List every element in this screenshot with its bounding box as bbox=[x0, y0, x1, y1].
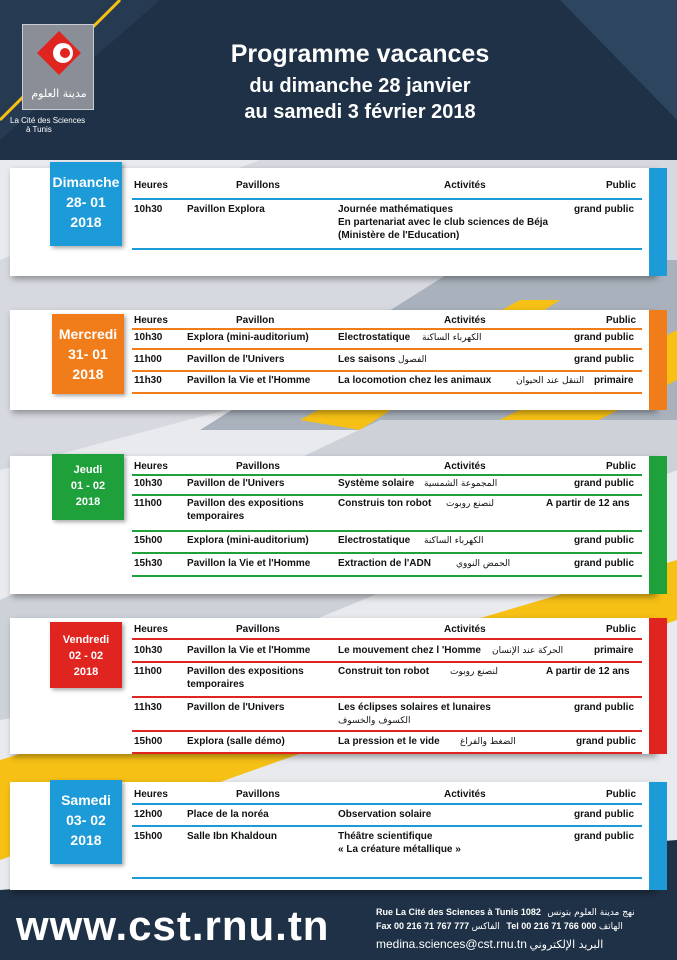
table-row: 15h00 Explora (salle démo) La pression et le vide الضغط والفراغ grand public bbox=[134, 736, 636, 747]
address-line: Rue La Cité des Sciences à Tunis 1082 نهج مدينة العلوم بتونس bbox=[376, 907, 635, 918]
day-year: 2018 bbox=[70, 832, 102, 848]
contact-info bbox=[376, 906, 668, 952]
row-divider bbox=[132, 696, 642, 698]
table-row: 10h30 Explora (mini-auditorium) Electrostatique الكهرباء الساكنة grand public bbox=[134, 332, 634, 343]
row-divider bbox=[132, 474, 642, 476]
row-divider bbox=[132, 752, 642, 754]
table-row: 11h00 Pavillon de l'Univers Les saisons الفصول grand public bbox=[134, 354, 634, 365]
row-divider bbox=[132, 552, 642, 554]
day-name: Dimanche bbox=[52, 174, 120, 190]
day-section-mercredi bbox=[10, 310, 667, 410]
row-divider bbox=[132, 803, 642, 805]
row-divider bbox=[132, 198, 642, 200]
row-divider bbox=[132, 661, 642, 663]
logo-icon bbox=[23, 25, 95, 85]
page-subtitle-line2: au samedi 3 février 2018 bbox=[244, 101, 476, 123]
table-row: 10h30 Pavillon la Vie et l'Homme Le mouvement chez l 'Homme الحركة عند الإنسان primaire bbox=[134, 645, 634, 656]
day-date: 28- 01 bbox=[66, 194, 106, 210]
table-header: Heures Pavillons Activités Public bbox=[134, 180, 637, 191]
row-divider bbox=[132, 494, 642, 496]
website-url[interactable]: www.cst.rnu.tn bbox=[16, 902, 330, 949]
phone-line: Fax 00 216 71 767 777 الفاكس Tel 00 216 71 766 000 الهاتف bbox=[376, 921, 623, 932]
row-divider bbox=[132, 575, 642, 577]
row-divider bbox=[132, 825, 642, 827]
day-year: 2018 bbox=[72, 366, 104, 382]
table-header: Heures Pavillons Activités Public bbox=[134, 789, 637, 800]
day-section-samedi bbox=[10, 782, 667, 890]
day-badge bbox=[50, 780, 122, 864]
day-date: 03- 02 bbox=[66, 812, 106, 828]
table-header: Heures Pavillon Activités Public bbox=[134, 315, 637, 326]
day-name: Vendredi bbox=[62, 634, 110, 646]
table-row: 15h00 Salle Ibn Khaldoun Théâtre scientifique « La créature métallique » grand public bbox=[134, 831, 634, 855]
day-section-vendredi bbox=[10, 618, 667, 754]
day-badge bbox=[52, 314, 124, 394]
accent-bar bbox=[649, 310, 667, 410]
table-header: Heures Pavillons Activités Public bbox=[134, 624, 637, 635]
day-badge bbox=[50, 162, 122, 246]
table-row: 12h00 Place de la noréa Observation solaire grand public bbox=[134, 809, 634, 820]
accent-bar bbox=[649, 618, 667, 754]
table-row: 11h30 Pavillon la Vie et l'Homme La locomotion chez les animaux التنقل عند الحيوان primaire bbox=[134, 375, 634, 386]
email-link[interactable]: medina.sciences@cst.rnu.tn bbox=[376, 937, 527, 951]
accent-bar bbox=[649, 456, 667, 594]
header bbox=[0, 0, 677, 160]
email-line: medina.sciences@cst.rnu.tn البريد الإلكتروني bbox=[376, 937, 604, 951]
table-header: Heures Pavillons Activités Public bbox=[134, 461, 637, 472]
table-row: 15h30 Pavillon la Vie et l'Homme Extraction de l'ADN الحمض النووي grand public bbox=[134, 558, 634, 569]
table-row: 10h30 Pavillon de l'Univers Système solaire المجموعة الشمسية grand public bbox=[134, 478, 634, 489]
day-date: 02 - 02 bbox=[68, 650, 104, 662]
day-name: Mercredi bbox=[58, 326, 118, 342]
page-subtitle-line1: du dimanche 28 janvier bbox=[249, 75, 471, 97]
day-year: 2018 bbox=[75, 496, 101, 508]
table-row: 11h00 Pavillon des expositions temporaires Construit ton robot لنصنع روبوت A partir de 12 ans bbox=[134, 666, 630, 690]
row-divider bbox=[132, 370, 642, 372]
page-title: Programme vacances bbox=[230, 40, 490, 68]
logo bbox=[22, 24, 94, 110]
row-divider bbox=[132, 328, 642, 330]
row-divider bbox=[132, 248, 642, 250]
row-divider bbox=[132, 530, 642, 532]
day-date: 01 - 02 bbox=[70, 480, 106, 492]
row-divider bbox=[132, 730, 642, 732]
day-badge bbox=[52, 454, 124, 520]
day-name: Samedi bbox=[61, 792, 111, 808]
logo-arabic-text: مدينة العلوم bbox=[31, 87, 87, 100]
day-date: 31- 01 bbox=[68, 346, 108, 362]
day-name: Jeudi bbox=[73, 464, 103, 476]
logo-caption: La Cité des Sciences à Tunis bbox=[10, 116, 86, 134]
row-divider bbox=[132, 877, 642, 879]
table-row: 11h00 Pavillon des expositions temporaires Construis ton robot لنصنع روبوت A partir de 12 ans bbox=[134, 498, 630, 522]
row-divider bbox=[132, 392, 642, 394]
row-divider bbox=[132, 348, 642, 350]
day-year: 2018 bbox=[73, 666, 99, 678]
table-row: 15h00 Explora (mini-auditorium) Electrostatique الكهرباء الساكنة grand public bbox=[134, 535, 634, 546]
day-badge bbox=[50, 622, 122, 688]
accent-bar bbox=[649, 782, 667, 890]
day-year: 2018 bbox=[70, 214, 102, 230]
day-section-dimanche bbox=[10, 168, 667, 276]
day-section-jeudi bbox=[10, 456, 667, 594]
table-row: 10h30 Pavillon Explora Journée mathématiques En partenariat avec le club sciences de Béja (Ministère de l'Education) grand public bbox=[134, 204, 634, 241]
accent-bar bbox=[649, 168, 667, 276]
row-divider bbox=[132, 638, 642, 640]
table-row: 11h30 Pavillon de l'Univers Les éclipses solaires et lunaires الكسوف والخسوف grand public bbox=[134, 702, 634, 726]
